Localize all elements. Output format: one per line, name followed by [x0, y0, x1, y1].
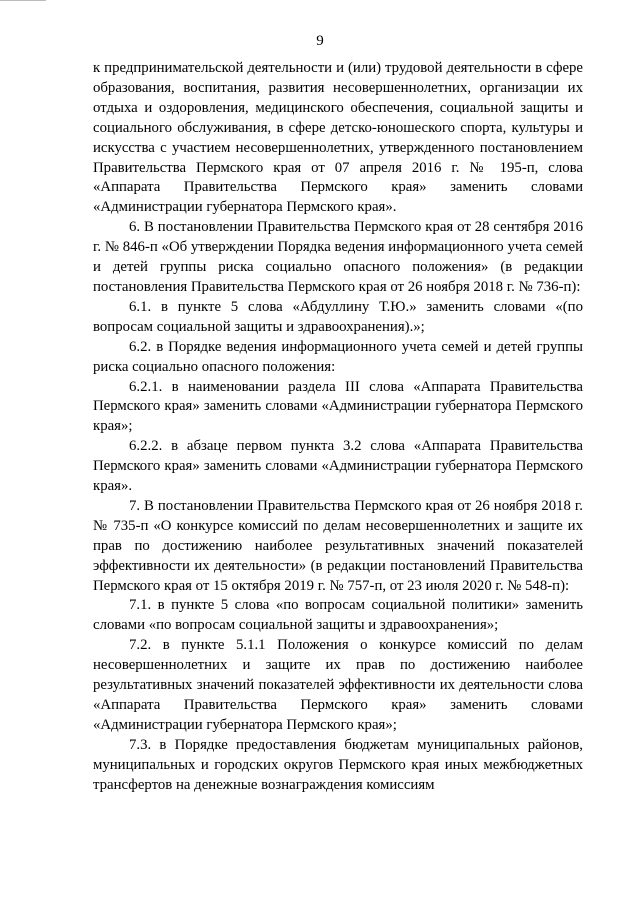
paragraph-item-6: 6. В постановлении Правительства Пермского края от 28 сентября 2016 г. № 846-п «Об утверждении Порядка ведения информационного учета семей и детей группы риска социально опасного положения» (в редакции постановления Правительства Пермского края от 26 ноября 2018 г. № 736-п): [93, 219, 583, 295]
paragraph-item-6-2-1: 6.2.1. в наименовании раздела III слова «Аппарата Правительства Пермского края» заменить словами «Администрации губернатора Пермского края»; [93, 378, 583, 435]
paragraph-item-6-2-2: 6.2.2. в абзаце первом пункта 3.2 слова «Аппарата Правительства Пермского края» заменить словами «Администрации губернатора Пермского края». [93, 438, 583, 495]
document-body [93, 59, 583, 796]
scan-corner-mark [0, 0, 46, 10]
paragraph-item-7: 7. В постановлении Правительства Пермского края от 26 ноября 2018 г. № 735-п «О конкурсе комиссий по делам несовершеннолетних и защите их прав по достижению наиболее результативных значений показателей эффективности их деятельности» (в редакции постановлений Правительства Пермского края от 15 октября 2019 г. № 757-п, от 23 июля 2020 г. № 548-п): [93, 497, 583, 594]
paragraph-item-7-1: 7.1. в пункте 5 слова «по вопросам социальной политики» заменить словами «по вопросам социальной защиты и здравоохранения»; [93, 597, 583, 634]
page-number: 9 [316, 33, 324, 49]
paragraph-item-6-2: 6.2. в Порядке ведения информационного учета семей и детей группы риска социально опасного положения: [93, 338, 583, 375]
paragraph-item-6-1: 6.1. в пункте 5 слова «Абдуллину Т.Ю.» заменить словами «(по вопросам социальной защиты и здравоохранения).»; [93, 298, 583, 335]
paragraph-item-7-2: 7.2. в пункте 5.1.1 Положения о конкурсе комиссий по делам несовершеннолетних и защите их прав по достижению наиболее результативных значений показателей эффективности их деятельности слова «Аппарата Правительства Пермского края» заменить словами «Администрации губернатора Пермского края»; [93, 637, 583, 733]
paragraph-item-7-3: 7.3. в Порядке предоставления бюджетам муниципальных районов, муниципальных и городских округов Пермского края иных межбюджетных трансфертов на денежные вознаграждения комиссиям [93, 736, 583, 793]
paragraph-continuation: к предпринимательской деятельности и (или) трудовой деятельности в сфере образования, воспитания, развития несовершеннолетних, организации их отдыха и оздоровления, медицинского обеспечения, социальной защиты и социального обслуживания, в сфере детско-юношеского спорта, культуры и искусства с участием несовершеннолетних, утвержденного постановлением Правительства Пермского края от 07 апреля 2016 г. № 195-п, слова «Аппарата Правительства Пермского края» заменить словами «Администрации губернатора Пермского края». [93, 60, 583, 216]
